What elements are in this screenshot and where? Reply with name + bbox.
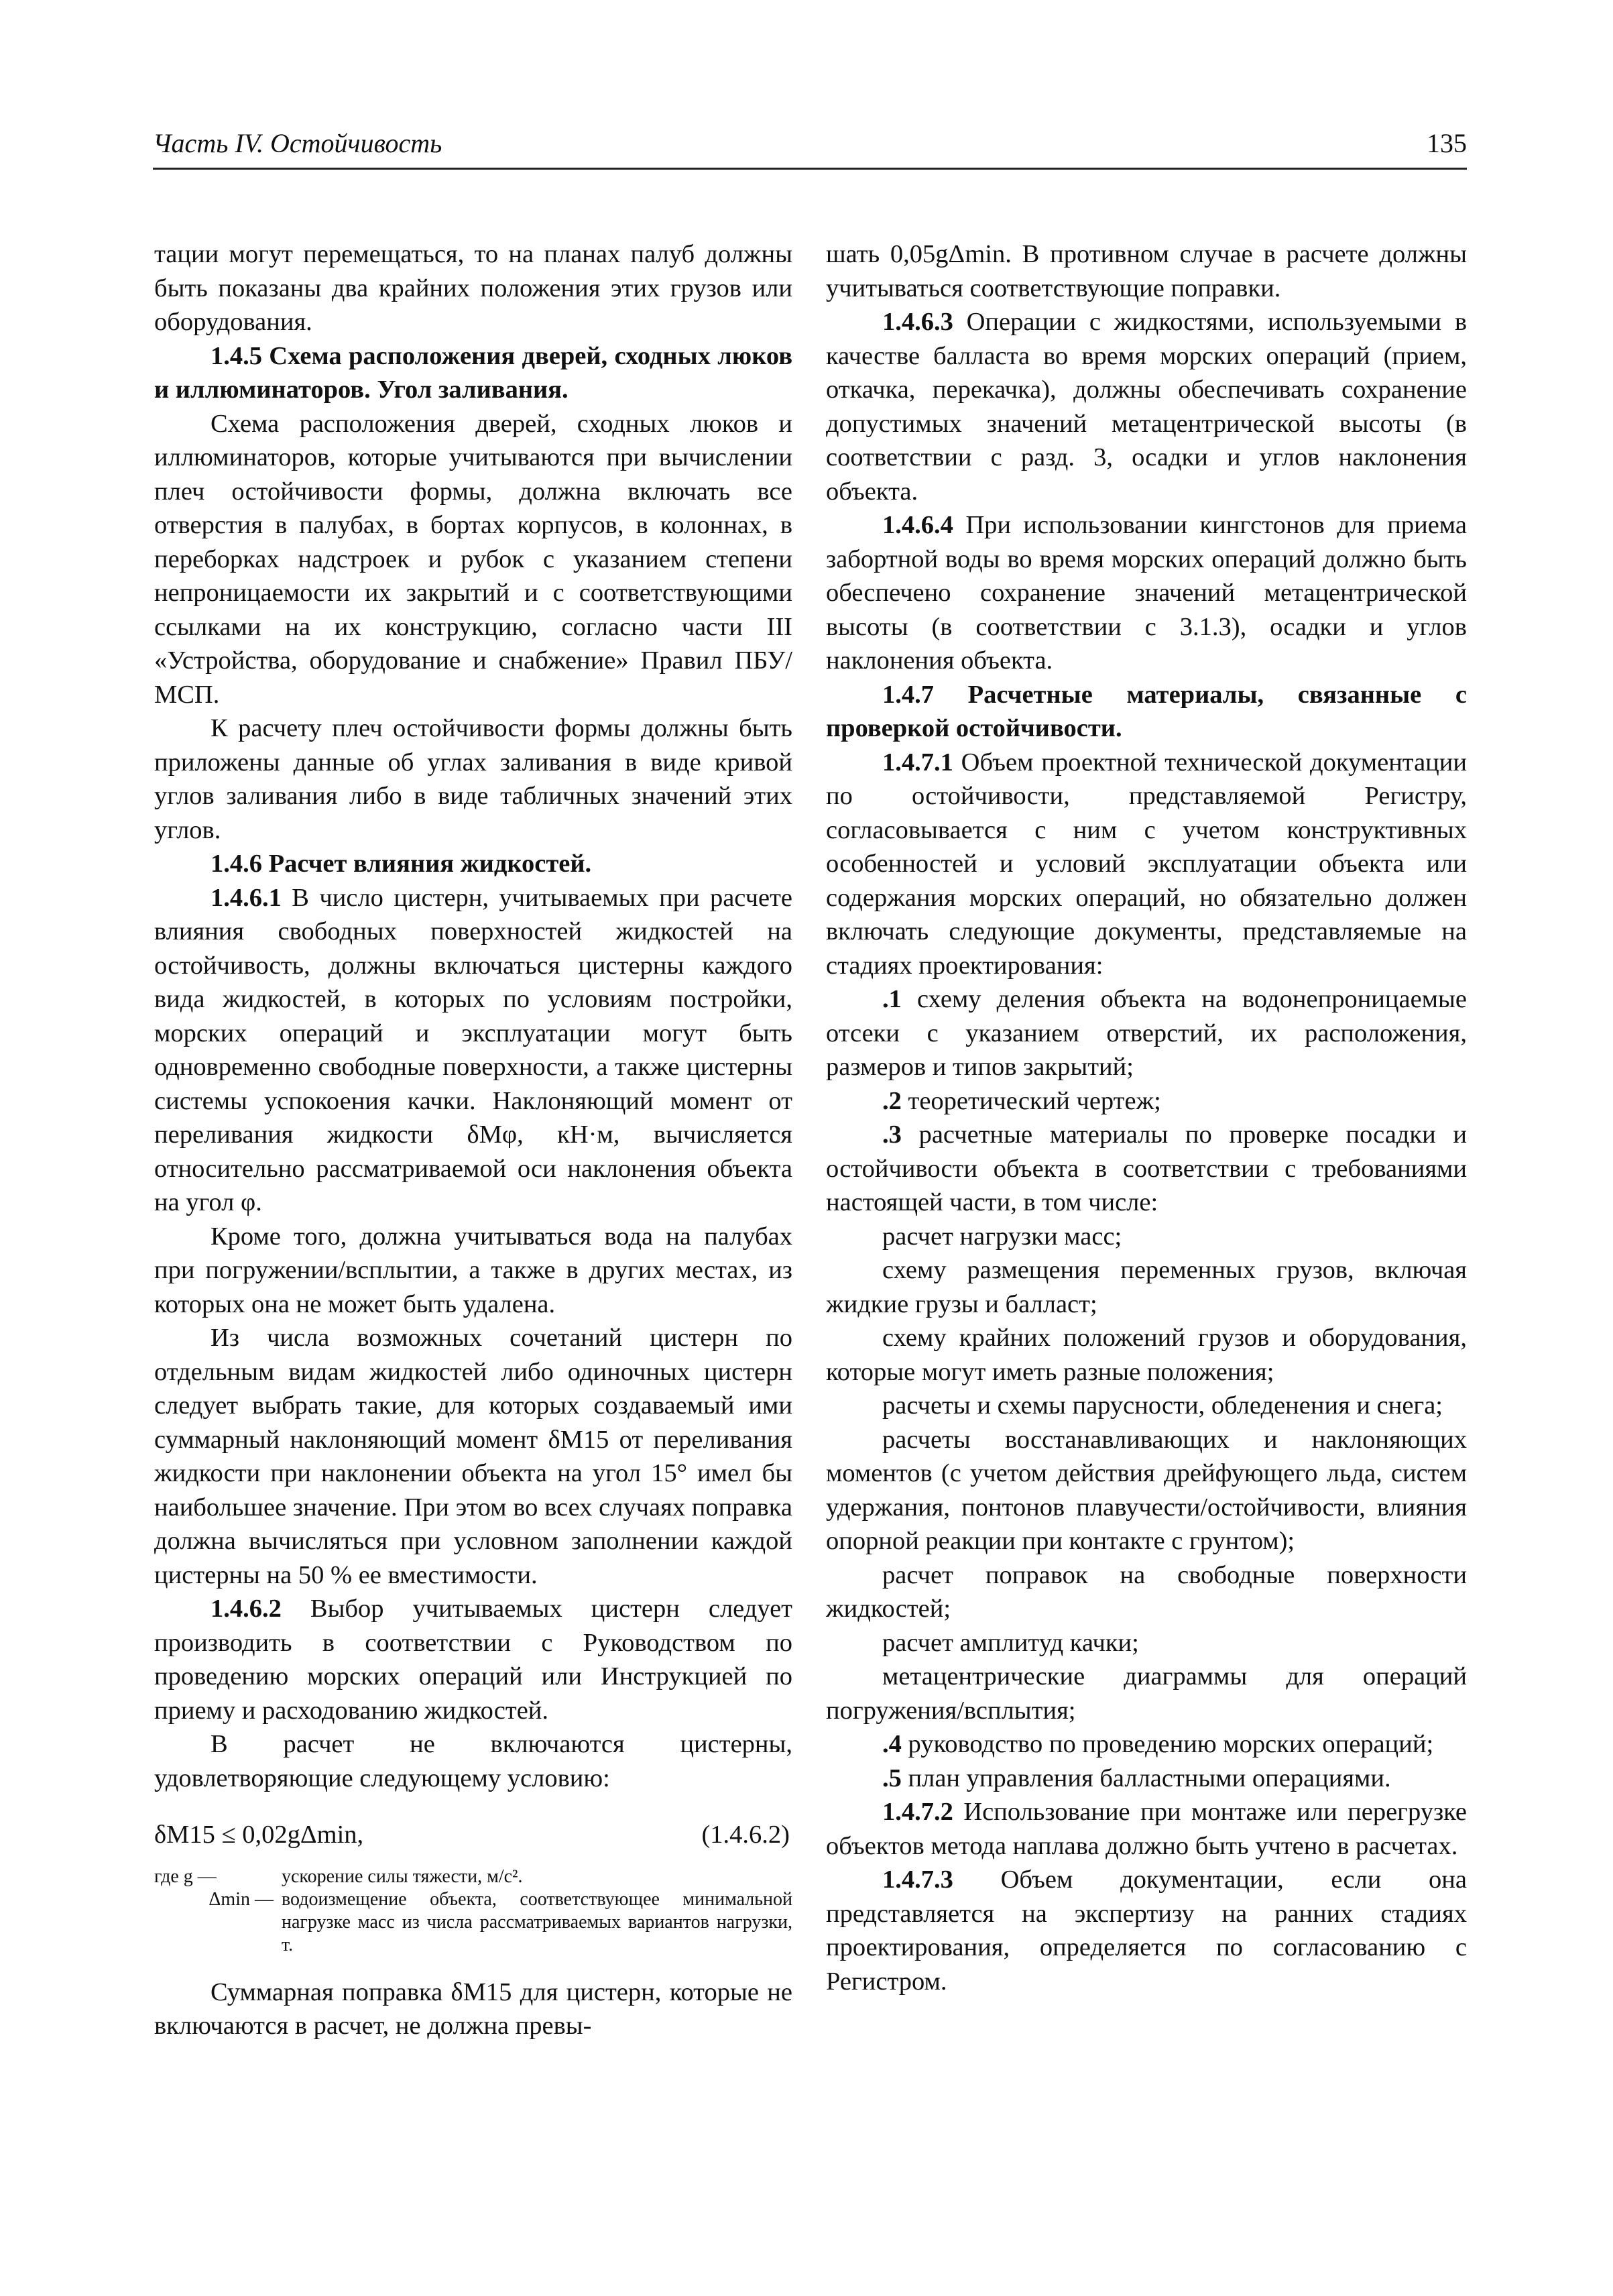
paragraph: Кроме того, должна учитываться вода на палубах при погружении/всплытии, а также в других местах, из которых она не может быть удалена.	[154, 1222, 792, 1318]
paragraph: Суммарная поправка δM15 для цистерн, которые не включаются в расчет, не должна превы-	[154, 1977, 792, 2040]
item-number: .5	[882, 1764, 902, 1792]
sub-item: метацентрические диаграммы для операций погружения/всплытия;	[826, 1662, 1467, 1725]
item-text: план управления балластными операциями.	[901, 1764, 1391, 1792]
paragraph-1-4-7-3	[826, 1863, 1467, 1998]
right-column	[826, 237, 1467, 1998]
legend-row-delta	[154, 1888, 792, 1957]
item-text: расчетные материалы по проверке посадки и остойчивости объекта в соответствии с требованиями настоящей части, в том числе:	[826, 1121, 1467, 1216]
paragraph: Из числа возможных сочетаний цистерн по отдельным видам жидкостей либо одиночных цистерн следует выбрать такие, для которых создаваемый ими суммарный наклоняющий момент δM15 от переливания жидкости при наклонении объекта на угол 15° имел бы наибольшее значение. При этом во всех случаях поправка должна вычисляться при условном заполнении каждой цистерны на 50 % ее вместимости.	[154, 1324, 792, 1589]
item-text: руководство по проведению морских операций;	[901, 1730, 1434, 1758]
item-number: .4	[882, 1730, 902, 1758]
section-heading-1-4-7: 1.4.7 Расчетные материалы, связанные с проверкой остойчивости.	[826, 680, 1467, 742]
formula-legend	[154, 1866, 792, 1957]
item-text: теоретический чертеж;	[901, 1086, 1161, 1115]
sub-item: расчеты восстанавливающих и наклоняющих моментов (с учетом действия дрейфующего льда, систем удержания, понтонов плавучести/остойчивости, влияния опорной реакции при контакте с грунтом);	[826, 1425, 1467, 1555]
list-item-3	[826, 1118, 1467, 1220]
page-number: 135	[1427, 128, 1467, 158]
legend-label: где g —	[154, 1866, 217, 1887]
sub-item: расчет нагрузки масс;	[882, 1222, 1122, 1251]
legend-text: водоизмещение объекта, соответствующее минимальной нагрузке масс из числа рассматриваемых вариантов нагрузки, т.	[282, 1888, 792, 1955]
clause-number: 1.4.7.2	[882, 1798, 953, 1826]
clause-text: Использование при монтаже или перегрузке объектов метода наплава должно быть учтено в расчетах.	[826, 1798, 1467, 1860]
paragraph-1-4-7-1	[826, 746, 1467, 983]
list-item-1	[826, 982, 1467, 1084]
clause-text: Объем проектной технической документации по остойчивости, представляемой Регистру, согласовывается с ним с учетом конструктивных особенностей и условий эксплуатации объекта или содержания морских операций, но обязательно должен включать следующие документы, представляемые на стадиях проектирования:	[826, 748, 1467, 980]
paragraph: тации могут перемещаться, то на планах палуб должны быть показаны два крайних положения этих грузов или оборудования.	[154, 240, 792, 336]
paragraph: К расчету плеч остойчивости формы должны быть приложены данные об углах заливания в виде кривой углов заливания либо в виде табличных значений этих углов.	[154, 714, 792, 844]
sub-item: расчет поправок на свободные поверхности жидкостей;	[826, 1560, 1467, 1623]
sub-item: расчеты и схемы парусности, обледенения и снега;	[882, 1391, 1443, 1420]
clause-number: 1.4.6.2	[211, 1595, 282, 1623]
paragraph-1-4-7-2	[826, 1795, 1467, 1863]
formula-number: (1.4.6.2)	[701, 1821, 790, 1849]
legend-label: Δmin —	[208, 1888, 274, 1910]
section-heading-1-4-5: 1.4.5 Схема расположения дверей, сходных люков и иллюминаторов. Угол заливания.	[154, 341, 792, 404]
item-number: .2	[882, 1086, 902, 1115]
clause-text: В число цистерн, учитываемых при расчете влияния свободных поверхностей жидкостей на остойчивость, должны включаться цистерны каждого вида жидкостей, в которых по условиям постройки, морских операций и эксплуатации могут быть одновременно свободные поверхности, а также цистерны системы успокоения качки. Наклоняющий момент от переливания жидкости δMφ, кН·м, вычисляется относительно рассматриваемой оси наклонения объекта на угол φ.	[154, 883, 792, 1216]
paragraph: Схема расположения дверей, сходных люков и иллюминаторов, которые учитываются при вычислении плеч остойчивости формы, должна включать все отверстия в палубах, в бортах корпусов, в колоннах, в переборках надстроек и рубок с указанием степени непроницаемости их закрытий и с соответствующими ссылками на их конструкцию, согласно части III «Устройства, оборудование и снабжение» Правил ПБУ/МСП.	[154, 409, 792, 709]
paragraph-1-4-6-1	[154, 881, 792, 1220]
clause-text: Объем документации, если она представляется на экспертизу на ранних стадиях проектирования, определяется по согласованию с Регистром.	[826, 1866, 1467, 1996]
running-title: Часть IV. Остойчивость	[153, 128, 442, 158]
legend-text: ускорение силы тяжести, м/с².	[282, 1866, 523, 1887]
legend-row-g	[154, 1866, 792, 1888]
item-number: .3	[882, 1121, 902, 1149]
formula-expression: δM15 ≤ 0,02gΔmin,	[154, 1821, 364, 1849]
clause-number: 1.4.6.3	[882, 308, 953, 336]
list-item-5	[826, 1762, 1467, 1796]
sub-item: расчет амплитуд качки;	[882, 1628, 1139, 1657]
list-item-2	[826, 1084, 1467, 1118]
paragraph: шать 0,05gΔmin. В противном случае в расчете должны учитываться соответствующие поправки.	[826, 240, 1467, 302]
clause-number: 1.4.6.1	[211, 883, 282, 912]
paragraph-1-4-6-4	[826, 508, 1467, 678]
item-text: схему деления объекта на водонепроницаемые отсеки с указанием отверстий, их расположения, размеров и типов закрытий;	[826, 985, 1467, 1081]
paragraph-1-4-6-2	[154, 1592, 792, 1727]
clause-number: 1.4.7.1	[882, 748, 953, 777]
list-item-4	[826, 1727, 1467, 1762]
running-header	[153, 127, 1467, 168]
item-number: .1	[882, 985, 902, 1013]
paragraph: В расчет не включаются цистерны, удовлетворяющие следующему условию:	[154, 1730, 792, 1792]
sub-item: схему размещения переменных грузов, включая жидкие грузы и балласт;	[826, 1256, 1467, 1318]
clause-number: 1.4.7.3	[882, 1866, 953, 1894]
formula-1-4-6-2	[154, 1818, 792, 1852]
sub-item: схему крайних положений грузов и оборудования, которые могут иметь разные положения;	[826, 1324, 1467, 1386]
clause-text: При использовании кингстонов для приема забортной воды во время морских операций должно быть обеспечено сохранение значений метацентрической высоты (в соответствии с 3.1.3), осадки и углов наклонения объекта.	[826, 511, 1467, 675]
clause-number: 1.4.6.4	[882, 511, 953, 539]
clause-text: Операции с жидкостями, используемыми в качестве балласта во время морских операций (прием, откачка, перекачка), должны обеспечивать сохранение допустимых значений метацентрической высоты (в соответствии с разд. 3, осадки и углов наклонения объекта.	[826, 308, 1467, 506]
header-rule	[153, 168, 1467, 170]
left-column	[154, 237, 792, 2043]
paragraph-1-4-6-3	[826, 305, 1467, 508]
section-heading-1-4-6: 1.4.6 Расчет влияния жидкостей.	[211, 850, 592, 878]
clause-text: Выбор учитываемых цистерн следует производить в соответствии с Руководством по проведению морских операций или Инструкцией по приему и расходованию жидкостей.	[154, 1595, 792, 1725]
